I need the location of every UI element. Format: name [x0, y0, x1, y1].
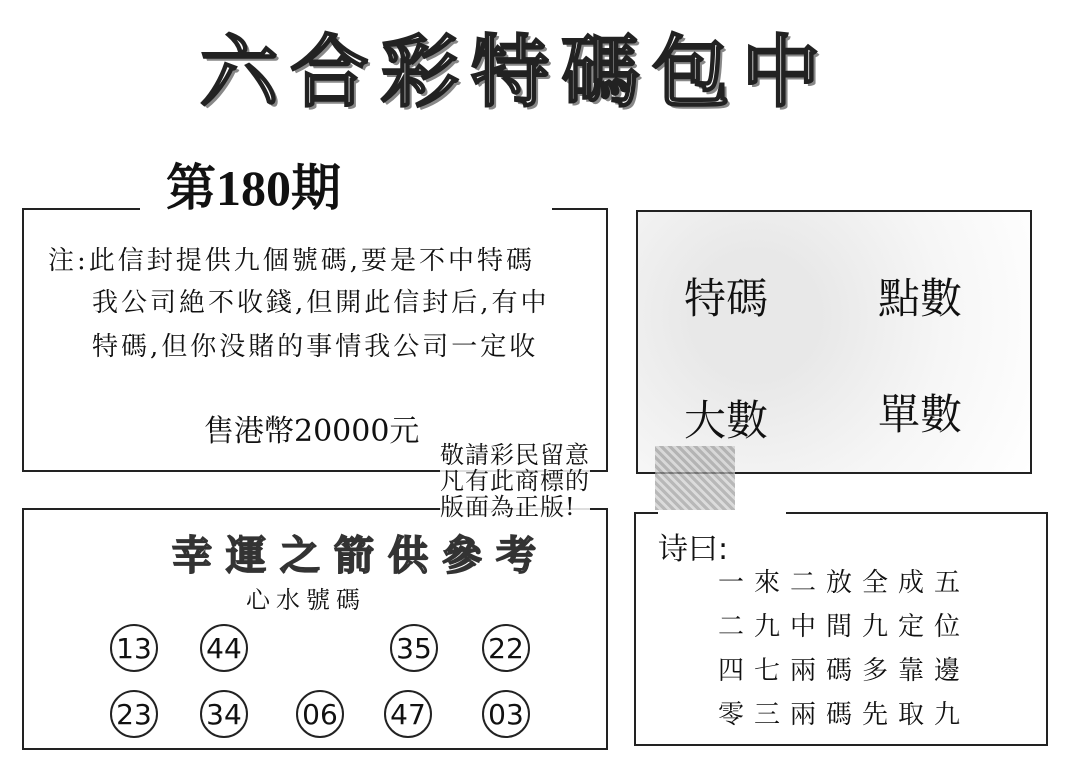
- notice-line: 版面為正版!: [440, 493, 576, 521]
- number-ball: 13: [110, 624, 158, 672]
- page-title: [200, 28, 820, 118]
- number-ball: 34: [200, 690, 248, 738]
- number-ball: 44: [200, 624, 248, 672]
- authenticity-notice: [440, 442, 590, 520]
- notice-line: 敬請彩民留意: [440, 441, 590, 469]
- title-char: 中: [741, 28, 820, 118]
- notice-line: 凡有此商標的: [440, 467, 590, 495]
- title-char: 碼: [561, 28, 640, 118]
- poem-line: 零三兩碼先取九: [718, 700, 971, 730]
- note-line: 特碼,但你没賭的事情我公司一定收: [92, 332, 539, 362]
- attr-label: 大數: [684, 396, 769, 445]
- poem-line: 四七兩碼多靠邊: [718, 656, 971, 686]
- note-line: 我公司絶不收錢,但開此信封后,有中: [92, 288, 550, 318]
- number-ball: 35: [390, 624, 438, 672]
- title-char: 彩: [380, 28, 459, 118]
- number-ball: 23: [110, 690, 158, 738]
- note-box: [22, 208, 608, 472]
- poem-box: [634, 512, 1048, 746]
- attr-label: 單數: [878, 390, 963, 439]
- lucky-title: 幸運之箭供參考: [172, 532, 550, 579]
- number-ball: 03: [482, 690, 530, 738]
- poem-line: 二九中間九定位: [718, 612, 971, 642]
- lucky-subtitle: 心水號碼: [246, 586, 366, 614]
- issue-number: 第180期: [160, 158, 347, 218]
- number-ball: 22: [482, 624, 530, 672]
- title-char: 包: [651, 28, 730, 118]
- attribute-box: [636, 210, 1032, 474]
- title-char: 合: [290, 28, 369, 118]
- poem-label: 诗曰:: [658, 532, 729, 567]
- number-ball: 47: [384, 690, 432, 738]
- price-text: 售港幣20000元: [204, 414, 420, 449]
- attr-label: 點數: [878, 274, 963, 323]
- attr-label: 特碼: [684, 274, 769, 323]
- number-ball: 06: [296, 690, 344, 738]
- trademark-stamp-icon: [655, 446, 735, 510]
- note-line: 注:此信封提供九個號碼,要是不中特碼: [48, 246, 536, 276]
- lucky-numbers-box: [22, 508, 608, 750]
- title-char: 六: [200, 28, 279, 118]
- title-char: 特: [470, 28, 549, 118]
- poem-line: 一來二放全成五: [718, 568, 971, 598]
